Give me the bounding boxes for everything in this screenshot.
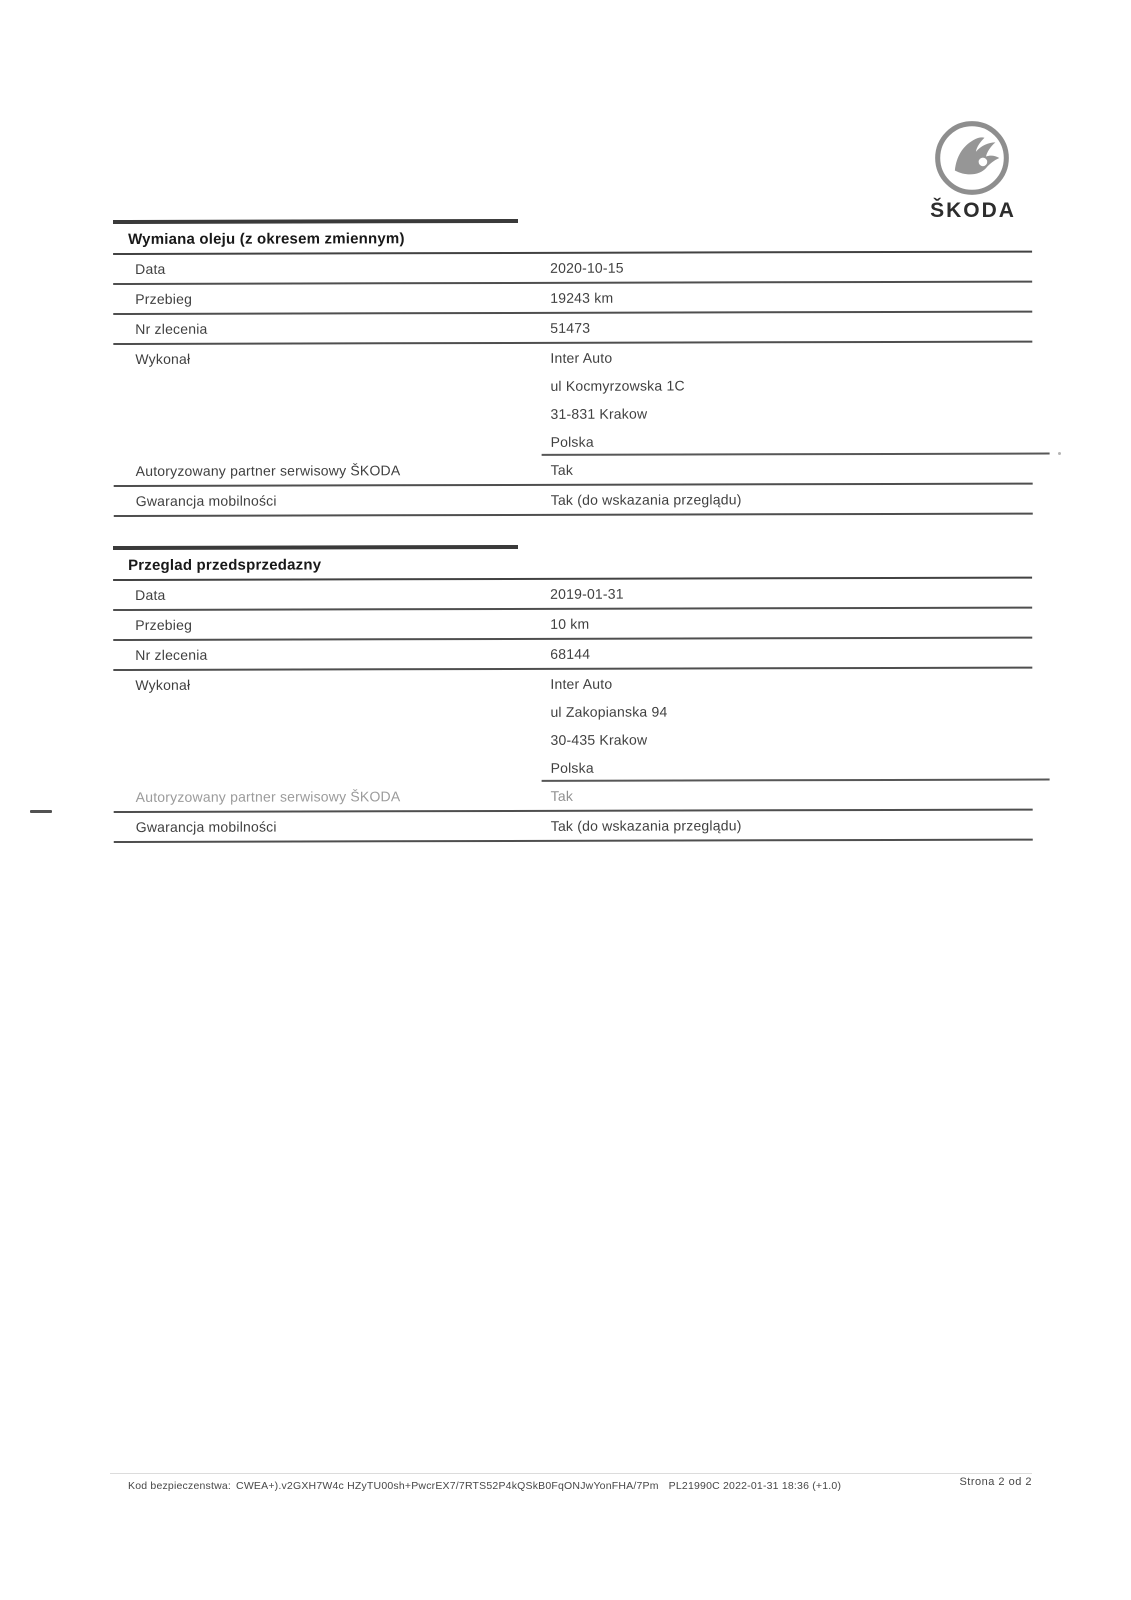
security-code-label: Kod bezpieczenstwa: <box>128 1480 232 1492</box>
table-row <box>114 455 1033 487</box>
row-label: Gwarancja mobilności <box>135 492 277 509</box>
scan-speck <box>1058 452 1061 455</box>
workshop-name: Inter Auto <box>550 675 613 692</box>
table-title: Wymiana oleju (z okresem zmiennym) <box>113 222 1032 255</box>
row-label: Nr zlecenia <box>135 646 208 663</box>
skoda-logo-icon <box>933 119 1011 197</box>
table-row <box>113 669 1032 783</box>
page-number: Strona 2 od 2 <box>959 1476 1032 1488</box>
security-code-line <box>128 1480 841 1492</box>
row-value <box>550 675 1032 788</box>
table-row <box>113 343 1032 457</box>
table-row <box>113 579 1032 611</box>
row-value: Tak <box>550 787 574 804</box>
row-label: Autoryzowany partner serwisowy ŠKODA <box>135 462 401 479</box>
workshop-name: Inter Auto <box>550 349 613 366</box>
table-row <box>113 609 1032 641</box>
row-value: 2020-10-15 <box>550 259 624 276</box>
row-value: Tak <box>550 461 574 478</box>
skoda-wordmark: ŠKODA <box>930 199 1016 222</box>
row-label: Wykonał <box>135 350 191 367</box>
address-line: 30-435 Krakow <box>550 731 648 748</box>
address-line: Polska <box>550 433 594 450</box>
row-label: Data <box>135 586 166 603</box>
oil-change-table <box>113 218 1033 517</box>
row-label: Autoryzowany partner serwisowy ŠKODA <box>135 788 401 805</box>
row-value: 51473 <box>550 319 591 336</box>
margin-dash-mark <box>30 810 52 813</box>
row-label: Przebieg <box>135 616 193 633</box>
print-reference: PL21990C 2022-01-31 18:36 (+1.0) <box>668 1480 842 1492</box>
row-label: Przebieg <box>135 290 193 307</box>
address-line: Polska <box>550 759 594 776</box>
table-row <box>113 283 1032 315</box>
row-value: Tak (do wskazania przeglądu) <box>550 491 742 508</box>
address-line: ul Zakopianska 94 <box>550 703 668 720</box>
row-label: Nr zlecenia <box>135 320 208 337</box>
row-value: 10 km <box>550 615 590 632</box>
row-value: 19243 km <box>550 289 614 306</box>
row-value: 2019-01-31 <box>550 585 624 602</box>
row-value: Tak (do wskazania przeglądu) <box>550 817 742 834</box>
presale-inspection-table <box>113 544 1033 843</box>
table-row <box>113 639 1032 671</box>
row-value: 68144 <box>550 645 591 662</box>
row-value <box>550 349 1032 462</box>
table-row <box>114 781 1033 813</box>
table-row <box>114 485 1033 517</box>
row-label: Wykonał <box>135 676 191 693</box>
row-label: Data <box>135 260 166 277</box>
table-row <box>113 313 1032 345</box>
table-row <box>113 253 1032 285</box>
address-line: 31-831 Krakow <box>550 405 648 422</box>
table-title: Przeglad przedsprzedazny <box>113 548 1032 581</box>
security-code: CWEA+).v2GXH7W4c HZyTU00sh+PwcrEX7/7RTS52P4kQSkB0FqONJwYonFHA/7Pm <box>236 1480 659 1492</box>
row-label: Gwarancja mobilności <box>135 818 277 835</box>
table-row <box>114 811 1033 843</box>
address-line: ul Kocmyrzowska 1C <box>550 377 685 394</box>
footer-divider <box>110 1473 1032 1474</box>
